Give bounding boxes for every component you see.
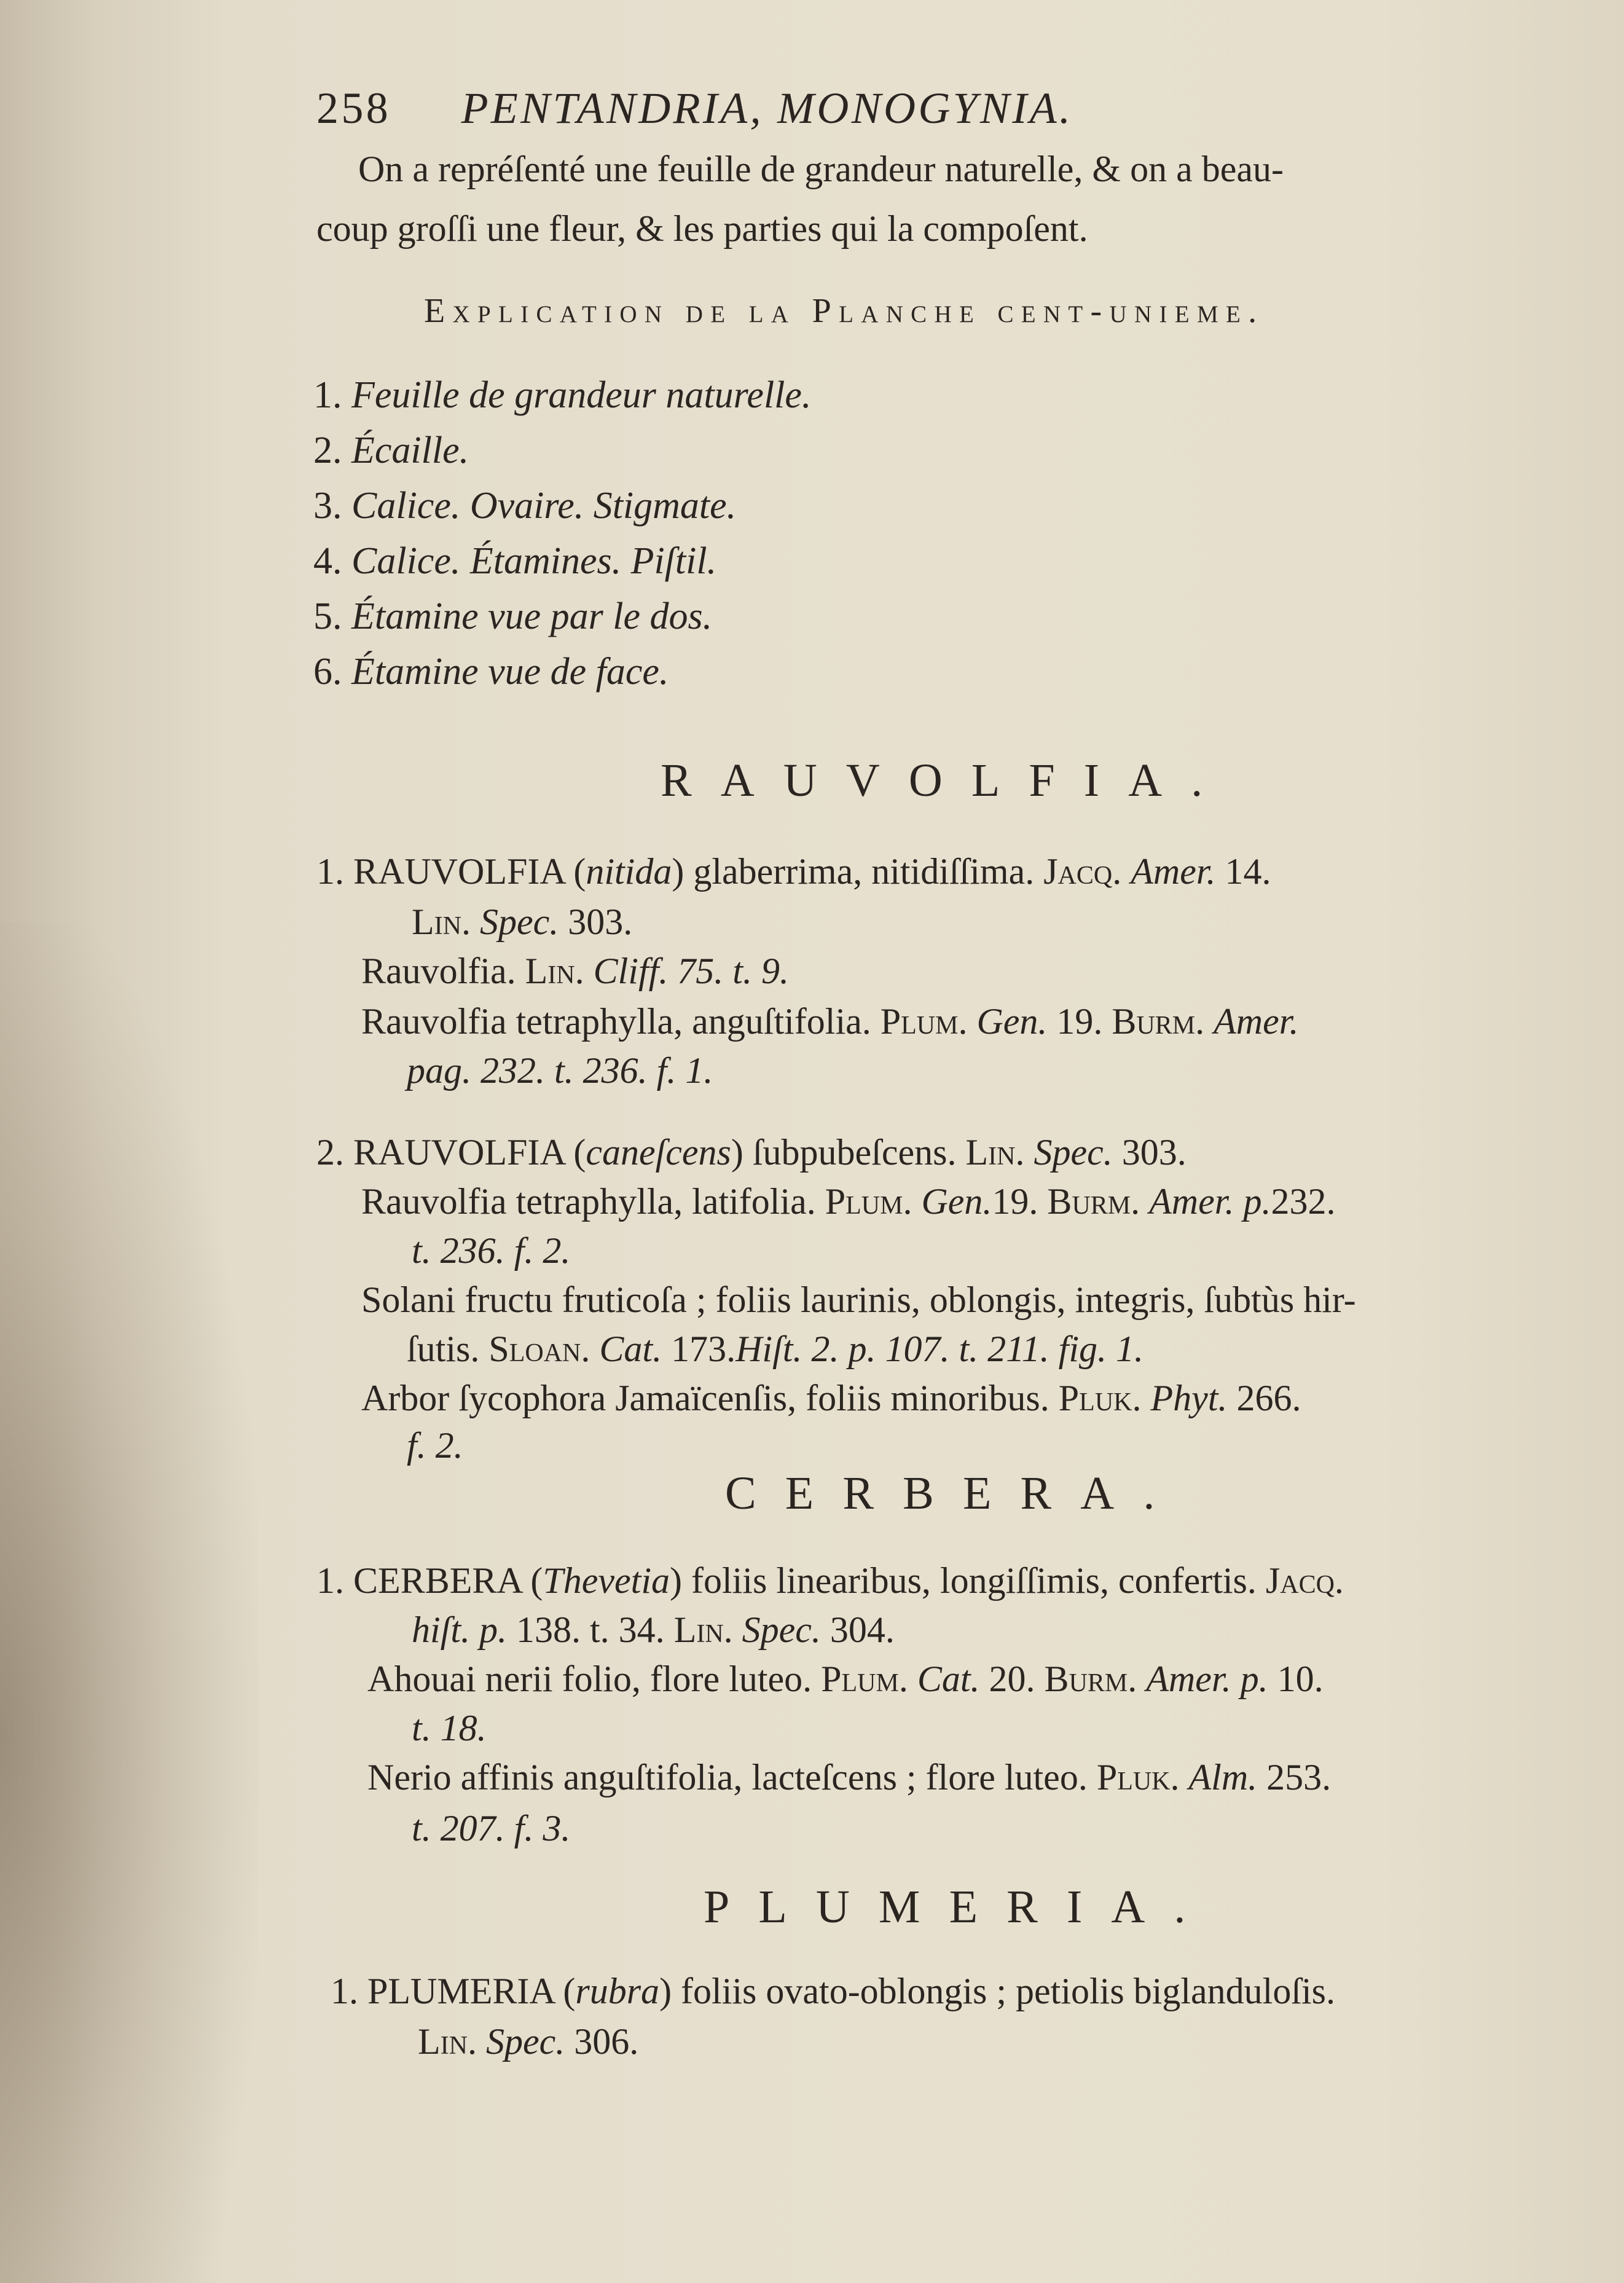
synonym-line: Rauvolfia. Lin. Cliff. 75. t. 9. xyxy=(361,951,789,991)
synonym-line: t. 18. xyxy=(412,1708,487,1748)
synonym-line: Rauvolfia tetraphylla, anguſtifolia. Plum. Gen. 19. Burm. Amer. xyxy=(361,1001,1299,1042)
plate-title: Explication de la Planche cent-unieme. xyxy=(424,292,1265,330)
running-header xyxy=(316,84,1073,133)
figure-item: 3. Calice. Ovaire. Stigmate. xyxy=(313,485,737,527)
figure-item: 1. Feuille de grandeur naturelle. xyxy=(313,374,812,416)
intro-line-1: On a repréſenté une feuille de grandeur naturelle, & on a beau- xyxy=(358,149,1284,189)
entry-line: Lin. Spec. 303. xyxy=(412,902,633,942)
entry-line: Lin. Spec. 306. xyxy=(418,2021,639,2062)
section-heading-cerbera: CERBERA. xyxy=(725,1468,1184,1519)
page-shadow xyxy=(0,922,258,2283)
figure-item: 2. Écaille. xyxy=(313,430,469,471)
section-heading-rauvolfia: RAUVOLFIA. xyxy=(661,755,1232,806)
synonym-line: Arbor ſycophora Jamaïcenſis, foliis minoribus. Pluk. Phyt. 266. xyxy=(361,1378,1301,1418)
synonym-line: Ahouai nerii folio, flore luteo. Plum. Cat. 20. Burm. Amer. p. 10. xyxy=(367,1659,1324,1699)
entry-line: 1. PLUMERIA (rubra) foliis ovato-oblongis ; petiolis biglanduloſis. xyxy=(331,1971,1336,2011)
entry-line: 1. RAUVOLFIA (nitida) glaberrima, nitidiſſima. Jacq. Amer. 14. xyxy=(316,851,1271,892)
synonym-line: Solani fructu fruticoſa ; foliis laurinis, oblongis, integris, ſubtùs hir- xyxy=(361,1279,1356,1320)
entry-line: hiſt. p. 138. t. 34. Lin. Spec. 304. xyxy=(412,1609,895,1650)
synonym-line: Nerio affinis anguſtifolia, lacteſcens ; flore luteo. Pluk. Alm. 253. xyxy=(367,1757,1332,1798)
page-number: 258 xyxy=(316,84,391,133)
synonym-line: pag. 232. t. 236. f. 1. xyxy=(407,1050,713,1091)
synonym-line: t. 236. f. 2. xyxy=(412,1230,571,1271)
entry-line: 1. CERBERA (Thevetia) foliis linearibus, longiſſimis, confertis. Jacq. xyxy=(316,1560,1344,1601)
figure-item: 5. Étamine vue par le dos. xyxy=(313,595,713,637)
figure-item: 6. Étamine vue de face. xyxy=(313,651,669,693)
intro-line-2: coup groſſi une fleur, & les parties qui la compoſent. xyxy=(316,208,1088,249)
synonym-line: Rauvolfia tetraphylla, latifolia. Plum. Gen.19. Burm. Amer. p.232. xyxy=(361,1181,1336,1222)
running-title: PENTANDRIA, MONOGYNIA. xyxy=(461,84,1073,133)
synonym-line: t. 207. f. 3. xyxy=(412,1808,571,1849)
section-heading-plumeria: PLUMERIA. xyxy=(704,1881,1215,1933)
synonym-line: f. 2. xyxy=(407,1425,463,1466)
entry-line: 2. RAUVOLFIA (caneſcens) ſubpubeſcens. Lin. Spec. 303. xyxy=(316,1132,1187,1173)
synonym-line: ſutis. Sloan. Cat. 173.Hiſt. 2. p. 107. t. 211. fig. 1. xyxy=(407,1329,1143,1369)
figure-item: 4. Calice. Étamines. Piſtil. xyxy=(313,540,717,582)
